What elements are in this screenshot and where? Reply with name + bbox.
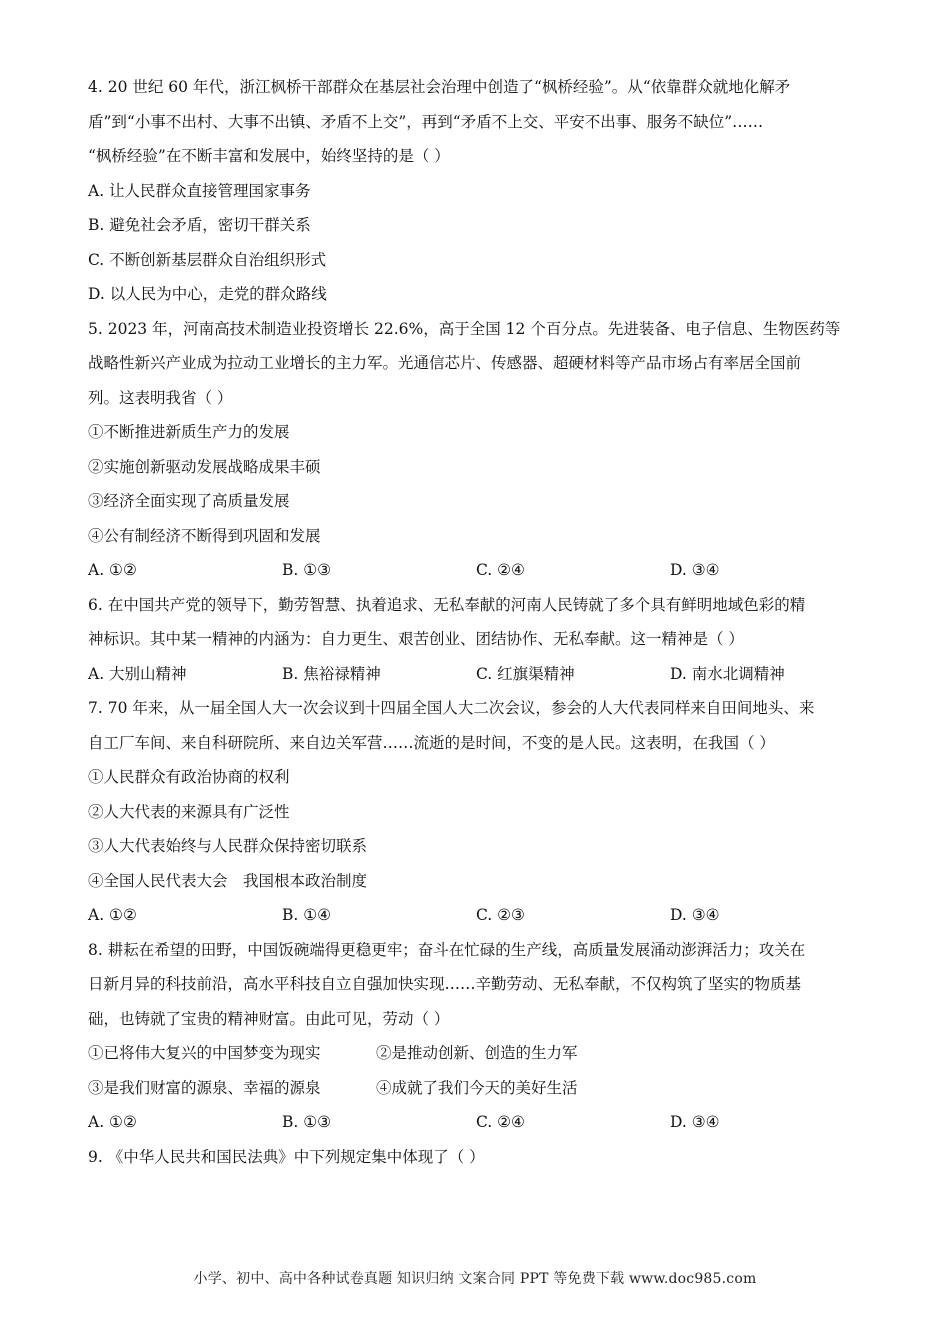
question-5 [88,312,868,588]
option-d: D. ③④ [670,906,720,924]
statement-3: ③人大代表始终与人民群众保持密切联系 [88,837,368,855]
statements-row [88,1036,868,1071]
option-a: A. ①② [88,561,137,579]
option-d: D. ③④ [670,561,720,579]
question-stem: 8. 耕耘在希望的田野，中国饭碗端得更稳更牢；奋斗在忙碌的生产线，高质量发展涌动澎湃活力；攻关在 [88,940,806,959]
question-stem: 4. 20 世纪 60 年代，浙江枫桥干部群众在基层社会治理中创造了“枫桥经验”。从“依靠群众就地化解矛 [88,78,791,96]
option-a: A. 大别山精神 [88,664,187,683]
statement-4: ④成就了我们今天的美好生活 [375,1078,578,1097]
question-6 [88,588,868,692]
statement-1: ①人民群众有政治协商的权利 [88,768,290,786]
statement-4: ④公有制经济不断得到巩固和发展 [88,526,321,545]
question-stem: 自工厂车间、来自科研院所、来自边关军营……流逝的是时间，不变的是人民。这表明，在我国（ ） [88,733,775,752]
question-stem: 7. 70 年来，从一届全国人大一次会议到十四届全国人大二次会议，参会的人大代表同样来自田间地头、来 [88,699,815,717]
statement-2: ②人大代表的来源具有广泛性 [88,802,290,821]
statements-row [88,1071,868,1106]
option-b: B. ①④ [282,906,332,924]
question-stem: 日新月异的科技前沿，高水平科技自立自强加快实现……辛勤劳动、无私奉献，不仅构筑了坚实的物质基 [88,975,802,993]
statement-3: ③经济全面实现了高质量发展 [88,492,290,510]
question-7 [88,691,868,933]
statement-4: ④全国人民代表大会 我国根本政治制度 [88,871,368,890]
option-c: C. ②③ [476,906,525,924]
option-b: B. 避免社会矛盾，密切干群关系 [88,216,311,234]
question-stem: 础，也铸就了宝贵的精神财富。由此可见，劳动（ ） [88,1009,450,1028]
option-b: B. ①③ [282,1113,332,1131]
option-a: A. ①② [88,1113,137,1131]
option-d: D. 以人民为中心，走党的群众路线 [88,285,327,303]
option-d: D. ③④ [670,1113,720,1131]
option-a: A. ①② [88,906,137,924]
exam-page [88,70,868,1174]
question-4 [88,70,868,312]
option-d: D. 南水北调精神 [670,664,785,683]
options-row [88,1105,868,1140]
option-c: C. ②④ [476,1113,525,1131]
statement-3: ③是我们财富的源泉、幸福的源泉 [88,1078,321,1097]
question-stem: 战略性新兴产业成为拉动工业增长的主力军。光通信芯片、传感器、超硬材料等产品市场占有率居全国前 [88,354,802,372]
question-stem: 盾”到“小事不出村、大事不出镇、矛盾不上交”，再到“矛盾不上交、平安不出事、服务不缺位”…… [88,112,764,131]
statement-1: ①已将伟大复兴的中国梦变为现实 [88,1044,321,1062]
options-row [88,657,868,692]
question-9 [88,1140,868,1175]
page-footer: 小学、初中、高中各种试卷真题 知识归纳 文案合同 PPT 等免费下载 www.doc985.com [193,1271,757,1287]
question-stem: “枫桥经验”在不断丰富和发展中，始终坚持的是（ ） [88,147,450,165]
question-stem: 5. 2023 年，河南高技术制造业投资增长 22.6%，高于全国 12 个百分点。先进装备、电子信息、生物医药等 [88,319,841,338]
option-c: C. ②④ [476,561,525,579]
question-stem: 6. 在中国共产党的领导下，勤劳智慧、执着追求、无私奉献的河南人民铸就了多个具有鲜明地域色彩的精 [88,595,806,614]
options-row [88,898,868,933]
options-row [88,553,868,588]
question-8 [88,933,868,1140]
option-a: A. 让人民群众直接管理国家事务 [88,181,311,200]
statement-1: ①不断推进新质生产力的发展 [88,423,290,441]
option-c: C. 不断创新基层群众自治组织形式 [88,250,327,269]
question-stem: 列。这表明我省（ ） [88,388,233,407]
statement-2: ②实施创新驱动发展战略成果丰硕 [88,457,321,476]
option-b: B. ①③ [282,561,332,579]
option-b: B. 焦裕禄精神 [282,664,381,683]
question-stem: 9. 《中华人民共和国民法典》中下列规定集中体现了（ ） [88,1147,485,1166]
question-stem: 神标识。其中某一精神的内涵为：自力更生、艰苦创业、团结协作、无私奉献。这一精神是（ ） [88,630,744,648]
option-c: C. 红旗渠精神 [476,664,575,683]
statement-2: ②是推动创新、创造的生力军 [375,1044,578,1062]
